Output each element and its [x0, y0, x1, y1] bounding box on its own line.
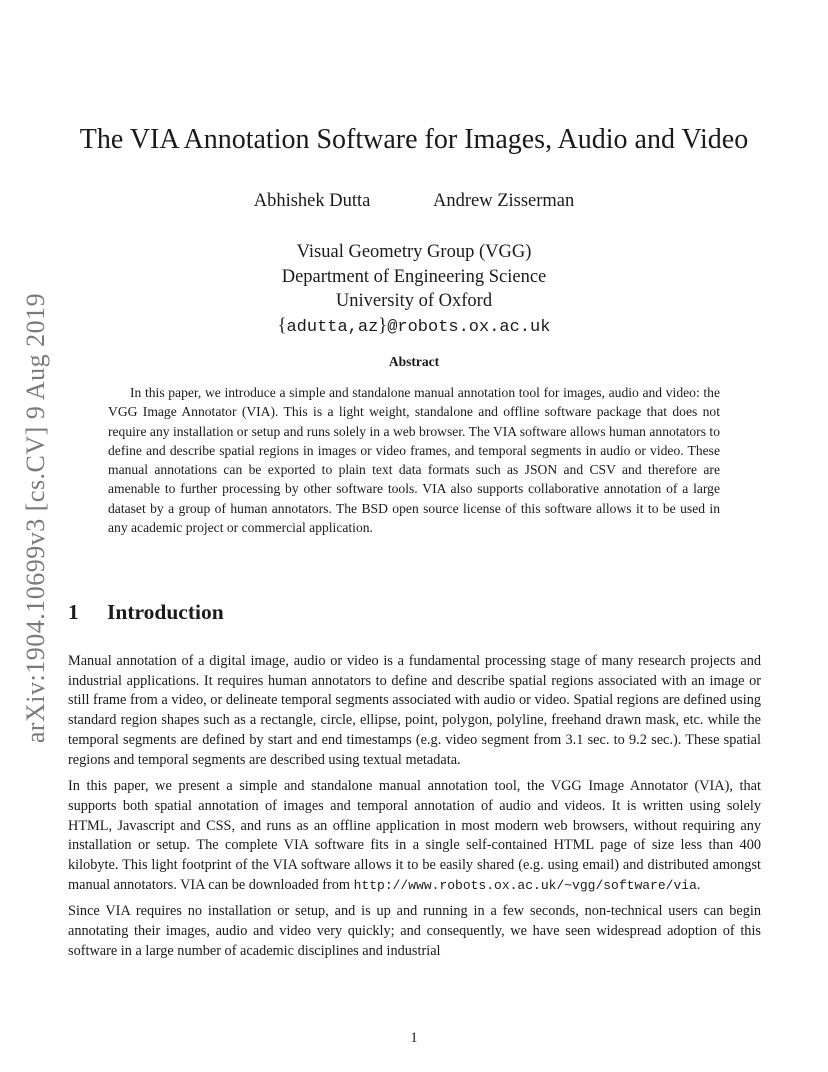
page-number: 1 [410, 1030, 418, 1046]
email-brace-close: } [378, 315, 388, 336]
email-usernames: adutta,az [286, 317, 379, 337]
affiliation-block [0, 240, 828, 340]
author-name: Abhishek Dutta [253, 191, 371, 211]
email-brace-open: { [277, 315, 287, 336]
affiliation-university: University of Oxford [335, 291, 493, 311]
paragraph-text: In this paper, we present a simple and standalone manual annotation tool, the VGG Image Annotator (VIA), that supports both spatial annotation of images and temporal annotation of audio and videos. It is written using solely HTML, Javascript and CSS, and runs as an offline application in most modern web browsers, without requiring any installation or setup. The complete VIA software fits in a single self-contained HTML page of size less than 400 kilobyte. This light footprint of the VIA software allows it to be easily shared (e.g. using email) and distributed amongst manual annotators. VIA can be downloaded from [68, 778, 761, 893]
author-list [0, 191, 828, 212]
body-paragraph [68, 777, 761, 895]
email-domain: @robots.ox.ac.uk [387, 317, 551, 337]
paragraph-text: . [696, 876, 701, 893]
body-paragraph: Since VIA requires no installation or setup, and is up and running in a few seconds, non-technical users can begin annotating their images, audio and video very quickly; and consequently, we have seen widespread adoption of this software in a large number of academic disciplines and industrial [68, 903, 761, 959]
affiliation-group: Visual Geometry Group (VGG) [296, 242, 532, 262]
download-url-link[interactable]: http://www.robots.ox.ac.uk/~vgg/software/via [353, 877, 697, 893]
author-name: Andrew Zisserman [432, 191, 575, 211]
abstract-text: In this paper, we introduce a simple and standalone manual annotation tool for images, audio and video: the VGG Image Annotator (VIA). This is a light weight, standalone and offline software package that does not require any installation or setup and runs solely in a web browser. The VIA software allows human annotators to define and describe spatial regions in images or video frames, and temporal segments in audio or video. These manual annotations can be exported to plain text data formats such as JSON and CSV and therefore are amenable to further processing by other software tools. VIA also supports collaborative annotation of a large dataset by a group of human annotators. The BSD open source license of this software allows it to be used in any academic project or commercial application. [108, 385, 720, 536]
arxiv-identifier-text: arXiv:1904.10699v3 [cs.CV] 9 Aug 2019 [21, 292, 51, 744]
introduction-body [68, 652, 761, 969]
affiliation-department: Department of Engineering Science [281, 266, 547, 287]
abstract-heading: Abstract [388, 354, 440, 369]
paper-title: The VIA Annotation Software for Images, Audio and Video [79, 124, 749, 155]
section-heading [68, 600, 224, 625]
body-paragraph: Manual annotation of a digital image, audio or video is a fundamental processing stage of many research projects and industrial applications. It requires human annotators to define and describe spatial regions associated with an image or still frame from a video, or delineate temporal segments associated with audio or video. Spatial regions are defined using standard region shapes such as a rectangle, circle, ellipse, point, polygon, polyline, freehand drawn mask, etc. while the temporal segments are defined by start and end timestamps (e.g. video segment from 3.1 sec. to 9.2 sec.). These spatial regions and temporal segments are described using textual metadata. [68, 653, 761, 768]
author-email [0, 314, 828, 341]
section-title: Introduction [107, 600, 224, 624]
section-number: 1 [68, 600, 79, 624]
